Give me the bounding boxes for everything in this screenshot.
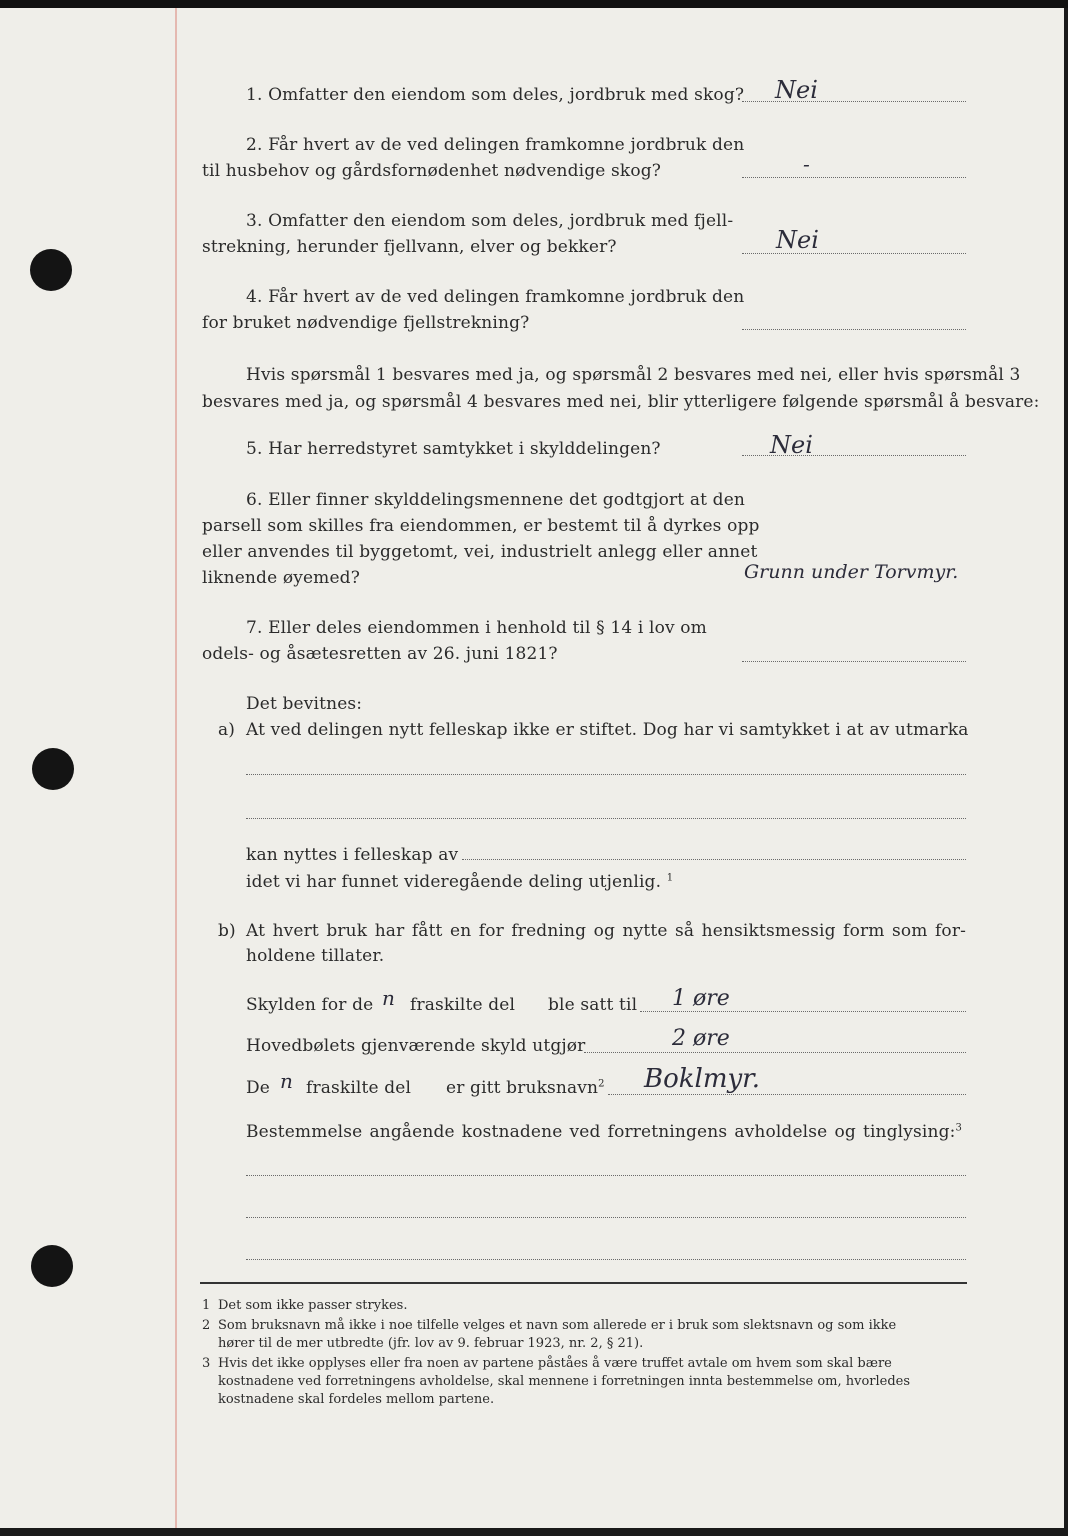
- question-4-line-2: for bruket nødvendige fjellstrekning?: [202, 313, 530, 333]
- answer-1-handwritten: Nei: [775, 76, 818, 104]
- attest-b-line-2: holdene tillater.: [246, 946, 385, 966]
- attest-b-marker: b): [218, 921, 236, 941]
- question-7-line-2: odels- og åsætesretten av 26. juni 1821?: [202, 644, 558, 664]
- footnote-3-line-1: Hvis det ikke opplyses eller fra noen av partene påståes å være truffet avtale om hvem som skal bære: [218, 1356, 892, 1371]
- cost-label: [246, 1119, 962, 1145]
- hoved-value-handwritten: 2 øre: [672, 1026, 730, 1051]
- margin-rule: [175, 8, 177, 1528]
- attest-a-fill-line-1[interactable]: [246, 774, 966, 775]
- attest-a-shared-line[interactable]: [462, 859, 966, 860]
- cost-fill-line-2[interactable]: [246, 1217, 966, 1218]
- attest-b-line-1: At hvert bruk har fått en for fredning og nytte så hensiktsmessig form som for-: [246, 921, 966, 941]
- answer-2-handwritten: -: [803, 152, 810, 176]
- navn-value-line[interactable]: [608, 1094, 966, 1095]
- footnote-1: Det som ikke passer strykes.: [218, 1298, 408, 1313]
- footnote-2-line-2: hører til de mer utbredte (jfr. lov av 9. februar 1923, nr. 2, § 21).: [218, 1336, 644, 1351]
- question-3-line-1: 3. Omfatter den eiendom som deles, jordbruk med fjell-: [246, 211, 734, 231]
- navn-label-left: De: [246, 1078, 270, 1098]
- attest-a-text: At ved delingen nytt felleskap ikke er stiftet. Dog har vi samtykket i at av utmarka: [246, 720, 969, 740]
- navn-label-right: [446, 1075, 605, 1101]
- punch-hole-top: [30, 249, 72, 291]
- question-6-line-2: parsell som skilles fra eiendommen, er bestemt til å dyrkes opp: [202, 516, 760, 536]
- skyld-handwritten-n: n: [382, 986, 395, 1010]
- question-2-line-2: til husbehov og gårdsfornødenhet nødvendige skog?: [202, 161, 662, 181]
- footnote-ref-3: 3: [955, 1122, 962, 1134]
- attest-a-last: [246, 869, 673, 895]
- question-6-line-3: eller anvendes til byggetomt, vei, industrielt anlegg eller annet: [202, 542, 758, 562]
- skyld-value-handwritten: 1 øre: [672, 986, 730, 1011]
- footnote-3-line-3: kostnadene skal fordeles mellom partene.: [218, 1392, 495, 1407]
- cost-label-text: Bestemmelse angående kostnadene ved forretningens avholdelse og tinglysing:: [246, 1122, 956, 1142]
- footnote-ref-1: 1: [666, 872, 674, 884]
- navn-label-mid: fraskilte del: [306, 1078, 412, 1098]
- skyld-label-mid: fraskilte del: [410, 995, 516, 1015]
- footnote-2-number: 2: [202, 1318, 211, 1333]
- question-2-line-1: 2. Får hvert av de ved delingen framkomne jordbruk den: [246, 135, 745, 155]
- answer-line-7[interactable]: [742, 661, 966, 662]
- footnote-separator: [200, 1282, 967, 1284]
- skyld-label-right: ble satt til: [548, 995, 638, 1015]
- attest-heading: Det bevitnes:: [246, 694, 363, 714]
- skyld-value-line[interactable]: [640, 1011, 966, 1012]
- question-6-line-1: 6. Eller finner skylddelingsmennene det godtgjort at den: [246, 490, 746, 510]
- question-3-line-2: strekning, herunder fjellvann, elver og bekker?: [202, 237, 617, 257]
- attest-a-marker: a): [218, 720, 236, 740]
- scan-top-border: [0, 0, 1068, 8]
- navn-handwritten-n: n: [280, 1069, 293, 1093]
- form-page: [0, 8, 1064, 1528]
- answer-5-handwritten: Nei: [770, 431, 813, 459]
- question-4-line-1: 4. Får hvert av de ved delingen framkomne jordbruk den: [246, 287, 745, 307]
- answer-line-2[interactable]: [742, 177, 966, 178]
- answer-3-handwritten: Nei: [776, 226, 819, 254]
- answer-6-handwritten: Grunn under Torvmyr.: [744, 561, 959, 583]
- conditional-line-1: Hvis spørsmål 1 besvares med ja, og spørsmål 2 besvares med nei, eller hvis spørsmål 3: [246, 365, 1021, 385]
- skyld-label-left: Skylden for de: [246, 995, 374, 1015]
- footnote-ref-2: 2: [598, 1078, 605, 1090]
- hoved-value-line[interactable]: [584, 1052, 966, 1053]
- cost-fill-line-3[interactable]: [246, 1259, 966, 1260]
- attest-a-fill-line-2[interactable]: [246, 818, 966, 819]
- footnote-1-number: 1: [202, 1298, 211, 1313]
- question-1: 1. Omfatter den eiendom som deles, jordbruk med skog?: [246, 85, 745, 105]
- punch-hole-middle: [32, 748, 74, 790]
- cost-fill-line-1[interactable]: [246, 1175, 966, 1176]
- navn-value-handwritten: Boklmyr.: [644, 1064, 761, 1094]
- navn-label-right-text: er gitt bruksnavn: [446, 1078, 599, 1098]
- footnote-2-line-1: Som bruksnavn må ikke i noe tilfelle velges et navn som allerede er i bruk som slektsnavn og som ikke: [218, 1318, 897, 1333]
- footnote-3-number: 3: [202, 1356, 211, 1371]
- conditional-line-2: besvares med ja, og spørsmål 4 besvares med nei, blir ytterligere følgende spørsmål å besvare:: [202, 392, 1040, 412]
- attest-a-shared: kan nyttes i felleskap av: [246, 845, 459, 865]
- question-5: 5. Har herredstyret samtykket i skylddelingen?: [246, 439, 661, 459]
- answer-line-4[interactable]: [742, 329, 966, 330]
- punch-hole-bottom: [31, 1245, 73, 1287]
- hoved-label: Hovedbølets gjenværende skyld utgjør: [246, 1036, 586, 1056]
- footnote-3-line-2: kostnadene ved forretningens avholdelse, skal mennene i forretningen innta bestemmelse om, hvorledes: [218, 1374, 911, 1389]
- question-7-line-1: 7. Eller deles eiendommen i henhold til § 14 i lov om: [246, 618, 707, 638]
- question-6-line-4: liknende øyemed?: [202, 568, 360, 588]
- attest-a-last-text: idet vi har funnet videregående deling utjenlig.: [246, 872, 662, 892]
